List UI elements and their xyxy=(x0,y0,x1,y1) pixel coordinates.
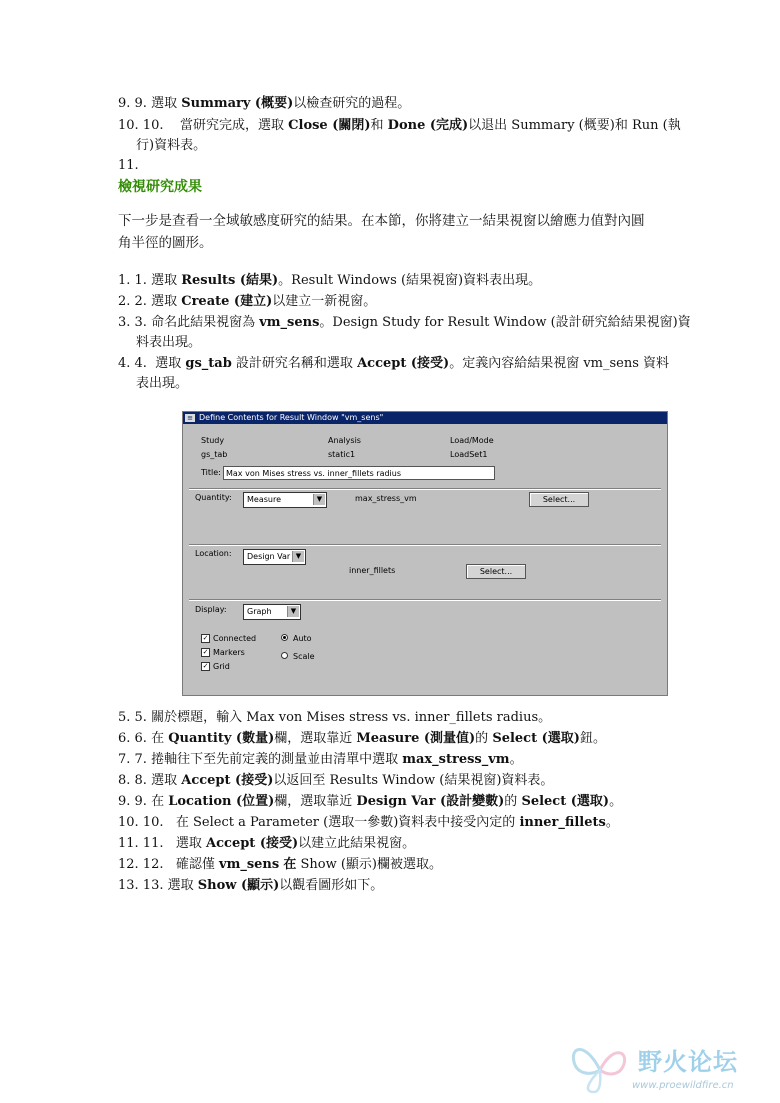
location-dropdown-value: Design Var xyxy=(247,552,291,561)
separator xyxy=(189,544,661,546)
chevron-down-icon: ▼ xyxy=(287,606,299,617)
scale-label: Scale xyxy=(293,652,315,661)
step-12-confirm: 12. 12. 確認僅 vm_sens 在 Show (顯示)欄被選取。 xyxy=(118,857,443,872)
quantity-select-button[interactable]: Select... xyxy=(529,492,589,507)
scale-radio[interactable] xyxy=(281,652,288,659)
col-study-header: Study xyxy=(201,436,225,445)
dialog-titlebar xyxy=(183,412,667,424)
grid-label: Grid xyxy=(213,662,230,671)
display-dropdown[interactable] xyxy=(243,604,301,620)
display-label: Display: xyxy=(195,605,227,614)
step-9-summary: 9. 9. 選取 Summary (概要)以檢查研究的過程。 xyxy=(118,96,411,111)
step-11-empty: 11. xyxy=(118,158,139,173)
location-dropdown[interactable] xyxy=(243,549,306,565)
intro-paragraph-line2: 角半徑的圖形。 xyxy=(118,235,213,251)
step-9-location: 9. 9. 在 Location (位置)欄，選取靠近 Design Var (設計變數)的 Select (選取)。 xyxy=(118,794,623,809)
markers-checkbox[interactable]: ✓ xyxy=(202,648,209,656)
location-item: inner_fillets xyxy=(349,566,396,575)
quantity-dropdown-value: Measure xyxy=(247,495,281,504)
step-11-accept: 11. 11. 選取 Accept (接受)以建立此結果視窗。 xyxy=(118,836,416,851)
watermark xyxy=(568,1036,768,1096)
loadmode-value[interactable]: LoadSet1 xyxy=(450,450,488,459)
auto-label: Auto xyxy=(293,634,312,643)
step-3-continuation: 料表出現。 xyxy=(136,335,202,350)
step-1-results: 1. 1. 選取 Results (結果)。Result Windows (結果視窗)資料表出現。 xyxy=(118,273,542,288)
separator xyxy=(189,488,661,490)
step-10-close-done: 10. 10. 當研究完成，選取 Close (關閉)和 Done (完成)以退出 Summary (概要)和 Run (執 xyxy=(118,118,681,133)
watermark-url: www.proewildfire.cn xyxy=(632,1080,734,1091)
quantity-item: max_stress_vm xyxy=(355,494,417,503)
step-2-create: 2. 2. 選取 Create (建立)以建立一新視窗。 xyxy=(118,294,377,309)
chevron-down-icon: ▼ xyxy=(313,494,325,505)
location-label: Location: xyxy=(195,549,232,558)
step-7-scroll: 7. 7. 捲軸往下至先前定義的測量並由清單中選取 max_stress_vm。 xyxy=(118,752,523,767)
display-dropdown-value: Graph xyxy=(247,607,272,616)
separator xyxy=(189,599,661,601)
step-5-title: 5. 5. 關於標題，輸入 Max von Mises stress vs. inner_fillets radius。 xyxy=(118,710,552,725)
title-label: Title: xyxy=(201,468,221,477)
watermark-name: 野火论坛 xyxy=(638,1048,738,1076)
markers-label: Markers xyxy=(213,648,245,657)
quantity-dropdown[interactable] xyxy=(243,492,327,508)
step-13-show: 13. 13. 選取 Show (顯示)以觀看圖形如下。 xyxy=(118,878,384,893)
step-4-accept: 4. 4. 選取 gs_tab 設計研究名稱和選取 Accept (接受)。定義內容給結果視窗 vm_sens 資料 xyxy=(118,356,670,371)
auto-radio[interactable] xyxy=(281,634,288,641)
connected-label: Connected xyxy=(213,634,257,643)
section-heading: 檢視研究成果 xyxy=(118,179,202,195)
col-loadmode-header: Load/Mode xyxy=(450,436,494,445)
study-value[interactable]: gs_tab xyxy=(201,450,228,459)
step-10-continuation: 行)資料表。 xyxy=(136,138,207,153)
step-8-accept: 8. 8. 選取 Accept (接受)以返回至 Results Window (結果視窗)資料表。 xyxy=(118,773,554,788)
app-icon: ≡ xyxy=(185,414,195,422)
step-3-name-window: 3. 3. 命名此結果視窗為 vm_sens。Design Study for Result Window (設計研究給結果視窗)資 xyxy=(118,315,691,330)
butterfly-logo-icon xyxy=(568,1036,632,1096)
step-10-parameter: 10. 10. 在 Select a Parameter (選取一參數)資料表中接受內定的 inner_fillets。 xyxy=(118,815,619,830)
grid-checkbox[interactable]: ✓ xyxy=(202,662,209,670)
define-contents-dialog xyxy=(182,411,668,696)
step-4-continuation: 表出現。 xyxy=(136,376,189,391)
analysis-value[interactable]: static1 xyxy=(328,450,356,459)
chevron-down-icon: ▼ xyxy=(292,551,304,562)
location-select-button[interactable]: Select... xyxy=(466,564,526,579)
title-input[interactable]: Max von Mises stress vs. inner_fillets radius xyxy=(223,466,495,480)
quantity-label: Quantity: xyxy=(195,493,232,502)
dialog-title: Define Contents for Result Window "vm_sens" xyxy=(199,413,384,422)
step-6-quantity: 6. 6. 在 Quantity (數量)欄，選取靠近 Measure (測量值)的 Select (選取)鈕。 xyxy=(118,731,606,746)
col-analysis-header: Analysis xyxy=(328,436,361,445)
connected-checkbox[interactable]: ✓ xyxy=(202,634,209,642)
intro-paragraph-line1: 下一步是查看一全域敏感度研究的結果。在本節，你將建立一結果視窗以繪應力值對內圓 xyxy=(118,213,645,229)
